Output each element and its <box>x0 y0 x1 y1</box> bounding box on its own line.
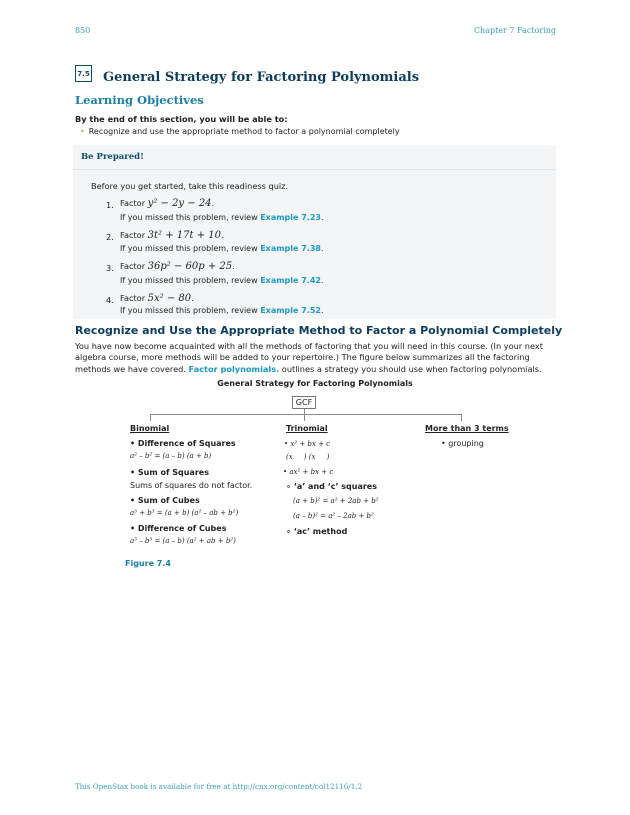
connector-line <box>304 414 305 421</box>
square-formula-minus: (a – b)² = a² – 2ab + b² <box>293 512 374 520</box>
difference-of-squares: • Difference of Squares <box>130 439 236 448</box>
difference-of-cubes: • Difference of Cubes <box>130 524 227 533</box>
review-end: . <box>320 306 324 315</box>
trinomial-form-1-factors: (x ) (x ) <box>286 453 330 461</box>
difference-of-cubes-formula: a³ – b³ = (a – b) (a² + ab + b²) <box>130 537 236 545</box>
connector-line <box>461 414 462 421</box>
question-expression: 36p² − 60p + 25 <box>147 261 233 272</box>
paragraph-text-end: outlines a strategy you should use when factoring polynomials. <box>279 363 542 374</box>
question-expression: 3t² + 17t + 10 <box>147 230 222 241</box>
question-text <box>120 198 214 209</box>
trinomial-heading: Trinomial <box>286 424 328 433</box>
gcf-box: GCF <box>292 396 316 409</box>
example-link[interactable]: Example 7.52 <box>260 306 321 315</box>
question-prefix: Factor <box>120 230 148 240</box>
more-than-3-terms-heading: More than 3 terms <box>425 424 509 433</box>
review-end: . <box>320 244 324 253</box>
be-prepared-intro: Before you get started, take this readiness quiz. <box>91 181 289 191</box>
square-formula-plus: (a + b)² = a² + 2ab + b² <box>293 497 379 505</box>
review-text: If you missed this problem, review <box>120 213 261 222</box>
question-prefix: Factor <box>120 198 148 208</box>
question-prefix: Factor <box>120 261 148 271</box>
example-link[interactable]: Example 7.23 <box>260 213 321 222</box>
sum-of-cubes: • Sum of Cubes <box>130 496 200 505</box>
sum-of-squares-note: Sums of squares do not factor. <box>130 481 253 490</box>
footer-note: This OpenStax book is available for free at http://cnx.org/content/col12116/1.2 <box>75 782 363 791</box>
example-link[interactable]: Example 7.42 <box>260 276 321 285</box>
connector-line <box>150 414 151 421</box>
review-text: If you missed this problem, review <box>120 276 261 285</box>
question-text <box>120 261 235 272</box>
learning-objective-item <box>80 127 400 136</box>
page-number: 850 <box>75 26 91 35</box>
difference-of-squares-formula: a² – b² = (a – b) (a + b) <box>130 452 212 460</box>
question-text <box>120 293 194 304</box>
review-end: . <box>320 276 324 285</box>
bullet-icon: • <box>80 127 85 136</box>
figure-caption: Figure 7.4 <box>125 559 171 568</box>
review-line <box>120 306 324 315</box>
question-number: 4. <box>106 295 114 305</box>
question-number: 2. <box>106 232 114 242</box>
review-end: . <box>320 213 324 222</box>
a-and-c-squares: ∘ ‘a’ and ‘c’ squares <box>286 482 377 491</box>
trinomial-form-1: • x² + bx + c <box>284 440 331 448</box>
review-text: If you missed this problem, review <box>120 244 261 253</box>
objective-text: Recognize and use the appropriate method to factor a polynomial completely <box>88 127 400 136</box>
question-suffix: . <box>211 198 215 208</box>
grouping: • grouping <box>441 439 484 448</box>
question-prefix: Factor <box>120 293 148 303</box>
connector-line <box>150 414 462 415</box>
binomial-heading: Binomial <box>130 424 170 433</box>
figure-link[interactable]: Factor polynomials. <box>188 363 280 374</box>
learning-objectives-intro: By the end of this section, you will be able to: <box>75 114 288 124</box>
trinomial-form-2: • ax² + bx + c <box>283 468 334 476</box>
sum-of-cubes-formula: a³ + b³ = (a + b) (a² – ab + b²) <box>130 509 239 517</box>
review-line <box>120 244 324 253</box>
example-link[interactable]: Example 7.38 <box>260 244 321 253</box>
figure-title: General Strategy for Factoring Polynomials <box>217 379 413 388</box>
section-heading: Recognize and Use the Appropriate Method to Factor a Polynomial Completely <box>75 324 563 337</box>
question-number: 3. <box>106 263 114 273</box>
section-number-badge: 7.5 <box>75 65 92 82</box>
be-prepared-heading: Be Prepared! <box>81 152 144 162</box>
question-suffix: . <box>221 230 224 240</box>
question-suffix: . <box>191 293 194 303</box>
ac-method: ∘ ‘ac’ method <box>286 527 348 536</box>
divider <box>73 169 556 170</box>
review-text: If you missed this problem, review <box>120 306 261 315</box>
question-expression: 5x² − 80 <box>147 293 192 304</box>
review-line <box>120 213 324 222</box>
question-number: 1. <box>106 200 114 210</box>
section-title: General Strategy for Factoring Polynomials <box>103 70 420 85</box>
body-paragraph <box>75 341 560 375</box>
question-expression: y² − 2y − 24 <box>147 198 212 209</box>
question-text <box>120 230 224 241</box>
learning-objectives-heading: Learning Objectives <box>75 93 204 107</box>
paragraph-text: You have now become acquainted with all the methods of factoring that you will need in this course. (In your next algebra course, more methods will be added to your repertoire.) The figure below summarizes all the factoring methods we have covered. <box>75 341 543 374</box>
review-line <box>120 276 324 285</box>
sum-of-squares: • Sum of Squares <box>130 468 209 477</box>
chapter-header: Chapter 7 Factoring <box>473 26 556 35</box>
question-suffix: . <box>232 261 235 271</box>
